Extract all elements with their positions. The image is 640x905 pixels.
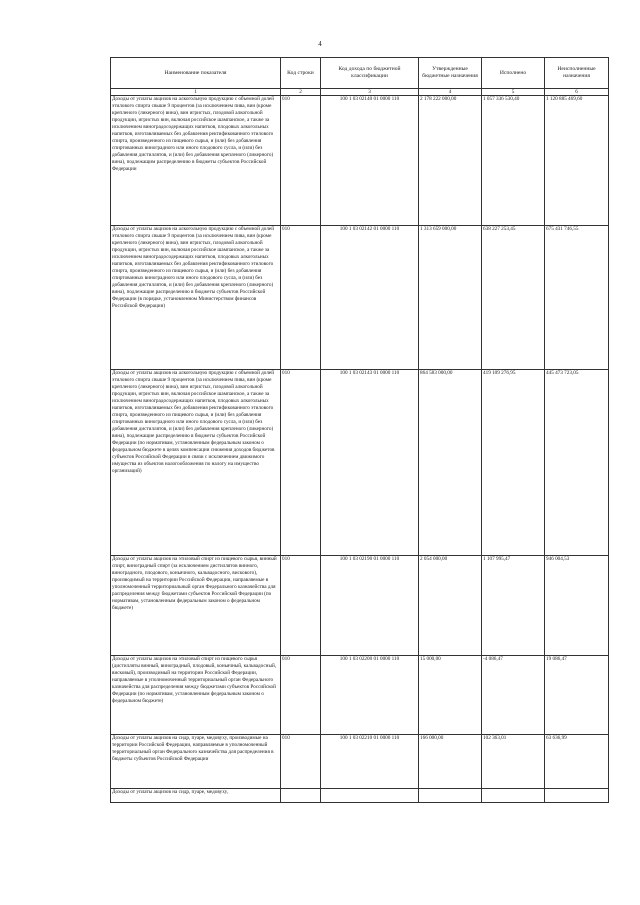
indicator-name: Доходы от уплаты акцизов на алкогольную продукцию с объемной долей этилового спирта свыше 9 процентов (за исключением пива, вин (кроме крепленого (ликерного) вина), вин игристых, плодовой алкогольной продукции, игристых вин, включая российское шампанское, а также за исключением виноградосодержащих напитков, плодовых алкогольных напитков, изготавливаемых без добавления ректификованного этилового спирта, произведенного из пищевого сырья, и (или) без добавления спиртованных виноградного или иного плодового сусла, и (или) без добавления дистиллятов, и (или) без добавления крепленого (ликерного) вина), подлежащие распределению в бюджеты субъектов Российской Федерации (по нормативам, установленным федеральным законом о федеральном бюджете в целях компенсации снижения доходов бюджетов субъектов Российской Федерации в связи с исключением движимого имущества из объектов налогообложения по налогу на имущество организаций) bbox=[111, 370, 281, 556]
line-code: 010 bbox=[281, 735, 321, 789]
table-header-row bbox=[111, 58, 609, 89]
approved-amount: 166 000,00 bbox=[419, 735, 482, 789]
column-number: 6 bbox=[545, 89, 609, 96]
approved-amount: 864 583 000,00 bbox=[419, 370, 482, 556]
header-indicator-name: Наименование показателя bbox=[111, 58, 281, 89]
executed-amount: 102 363,01 bbox=[482, 735, 545, 789]
column-number: 3 bbox=[321, 89, 419, 96]
income-code: 100 1 03 02200 01 0000 110 bbox=[321, 656, 419, 735]
executed-amount bbox=[482, 789, 545, 803]
table-row bbox=[111, 96, 609, 226]
executed-amount: 1 057 336 530,40 bbox=[482, 96, 545, 226]
unexecuted-amount: 19 086,47 bbox=[545, 656, 609, 735]
approved-amount: 2 178 222 000,00 bbox=[419, 96, 482, 226]
header-unexecuted: Неисполненные назначения bbox=[545, 58, 609, 89]
income-code: 100 1 03 02140 01 0000 110 bbox=[321, 96, 419, 226]
indicator-name: Доходы от уплаты акцизов на алкогольную продукцию с объемной долей этилового спирта свыше 9 процентов (за исключением пива, вин (кроме крепленого (ликерного) вина), вин игристых, плодовой алкогольной продукции, игристых вин, включая российское шампанское, а также за исключением виноградосодержащих напитков, плодовых алкогольных напитков, изготавливаемых без добавления ректификованного этилового спирта, произведенного из пищевого сырья, и (или) без добавления спиртованных виноградного или иного плодового сусла, и (или) без добавления дистиллятов, и (или) без добавления крепленого (ликерного) вина), подлежащие распределению в бюджеты субъектов Российской Федерации (в порядке, установленном Министерством финансов Российской Федерации) bbox=[111, 226, 281, 370]
column-number-row bbox=[111, 89, 609, 96]
income-code bbox=[321, 789, 419, 803]
unexecuted-amount: 445 473 723,05 bbox=[545, 370, 609, 556]
approved-amount: 1 313 659 000,00 bbox=[419, 226, 482, 370]
table-row bbox=[111, 556, 609, 656]
header-income-code: Код дохода по бюджетной классификации bbox=[321, 58, 419, 89]
indicator-name: Доходы от уплаты акцизов на этиловый спирт из пищевого сырья, винный спирт, виноградный спирт (за исключением дистиллятов винного, виноградного, плодового, коньячного, кальвадосного, вискового), производимый на территории Российской Федерации, направляемые в уполномоченный территориальный орган Федерального казначейства для распределения между бюджетами субъектов Российской Федерации (по нормативам, установленным федеральным законом о федеральном бюджете) bbox=[111, 556, 281, 656]
table-row bbox=[111, 789, 609, 803]
indicator-name: Доходы от уплаты акцизов на алкогольную продукцию с объемной долей этилового спирта свыше 9 процентов (за исключением пива, вин (кроме крепленого (ликерного) вина), вин игристых, плодовой алкогольной продукции, игристых вин, включая российское шампанское, а также за исключением виноградосодержащих напитков, плодовых алкогольных напитков, изготавливаемых без добавления ректификованного этилового спирта, произведенного из пищевого сырья, и (или) без добавления спиртованных виноградного или иного плодового сусла, и (или) без добавления дистиллятов, и (или) без добавления крепленого (ликерного) вина), подлежащим распределению в бюджеты субъектов Российской Федерации bbox=[111, 96, 281, 226]
budget-execution-table bbox=[110, 57, 609, 803]
unexecuted-amount: 63 636,99 bbox=[545, 735, 609, 789]
income-code: 100 1 03 02143 01 0000 110 bbox=[321, 370, 419, 556]
indicator-name: Доходы от уплаты акцизов на сидр, пуаре, медовуху, bbox=[111, 789, 281, 803]
unexecuted-amount bbox=[545, 789, 609, 803]
table-row bbox=[111, 226, 609, 370]
header-line-code: Код строки bbox=[281, 58, 321, 89]
executed-amount: 419 109 276,95 bbox=[482, 370, 545, 556]
line-code: 010 bbox=[281, 96, 321, 226]
line-code: 010 bbox=[281, 370, 321, 556]
table-row bbox=[111, 656, 609, 735]
income-code: 100 1 03 02190 01 0000 110 bbox=[321, 556, 419, 656]
line-code: 010 bbox=[281, 656, 321, 735]
line-code: 010 bbox=[281, 556, 321, 656]
unexecuted-amount: 1 120 885 469,60 bbox=[545, 96, 609, 226]
executed-amount: -4 086,47 bbox=[482, 656, 545, 735]
column-number: 4 bbox=[419, 89, 482, 96]
page-number: 4 bbox=[318, 40, 322, 48]
table-row bbox=[111, 735, 609, 789]
column-number: 5 bbox=[482, 89, 545, 96]
income-code: 100 1 03 02210 01 0000 110 bbox=[321, 735, 419, 789]
table-row bbox=[111, 370, 609, 556]
executed-amount: 1 107 995,47 bbox=[482, 556, 545, 656]
unexecuted-amount: 946 004,53 bbox=[545, 556, 609, 656]
header-executed: Исполнено bbox=[482, 58, 545, 89]
line-code bbox=[281, 789, 321, 803]
column-number: 1 bbox=[111, 89, 281, 96]
approved-amount: 15 000,00 bbox=[419, 656, 482, 735]
executed-amount: 638 227 253,45 bbox=[482, 226, 545, 370]
unexecuted-amount: 675 431 746,55 bbox=[545, 226, 609, 370]
indicator-name: Доходы от уплаты акцизов на сидр, пуаре, медовуху, производимые на территории Российской Федерации, направляемые в уполномоченный территориальный орган Федерального казначейства для распределения в бюджеты субъектов Российской Федерации bbox=[111, 735, 281, 789]
column-number: 2 bbox=[281, 89, 321, 96]
income-code: 100 1 03 02142 01 0000 110 bbox=[321, 226, 419, 370]
line-code: 010 bbox=[281, 226, 321, 370]
approved-amount: 2 054 000,00 bbox=[419, 556, 482, 656]
indicator-name: Доходы от уплаты акцизов на этиловый спирт из пищевого сырья (дистилляты винный, виноградный, плодовый, коньячный, кальвадосный, висковый), производимый на территории Российской Федерации, направляемые в уполномоченный территориальный орган Федерального казначейства для распределения между бюджетами субъектов Российской Федерации (по нормативам, установленным федеральным законом о федеральном бюджете) bbox=[111, 656, 281, 735]
approved-amount bbox=[419, 789, 482, 803]
header-approved: Утвержденные бюджетные назначения bbox=[419, 58, 482, 89]
